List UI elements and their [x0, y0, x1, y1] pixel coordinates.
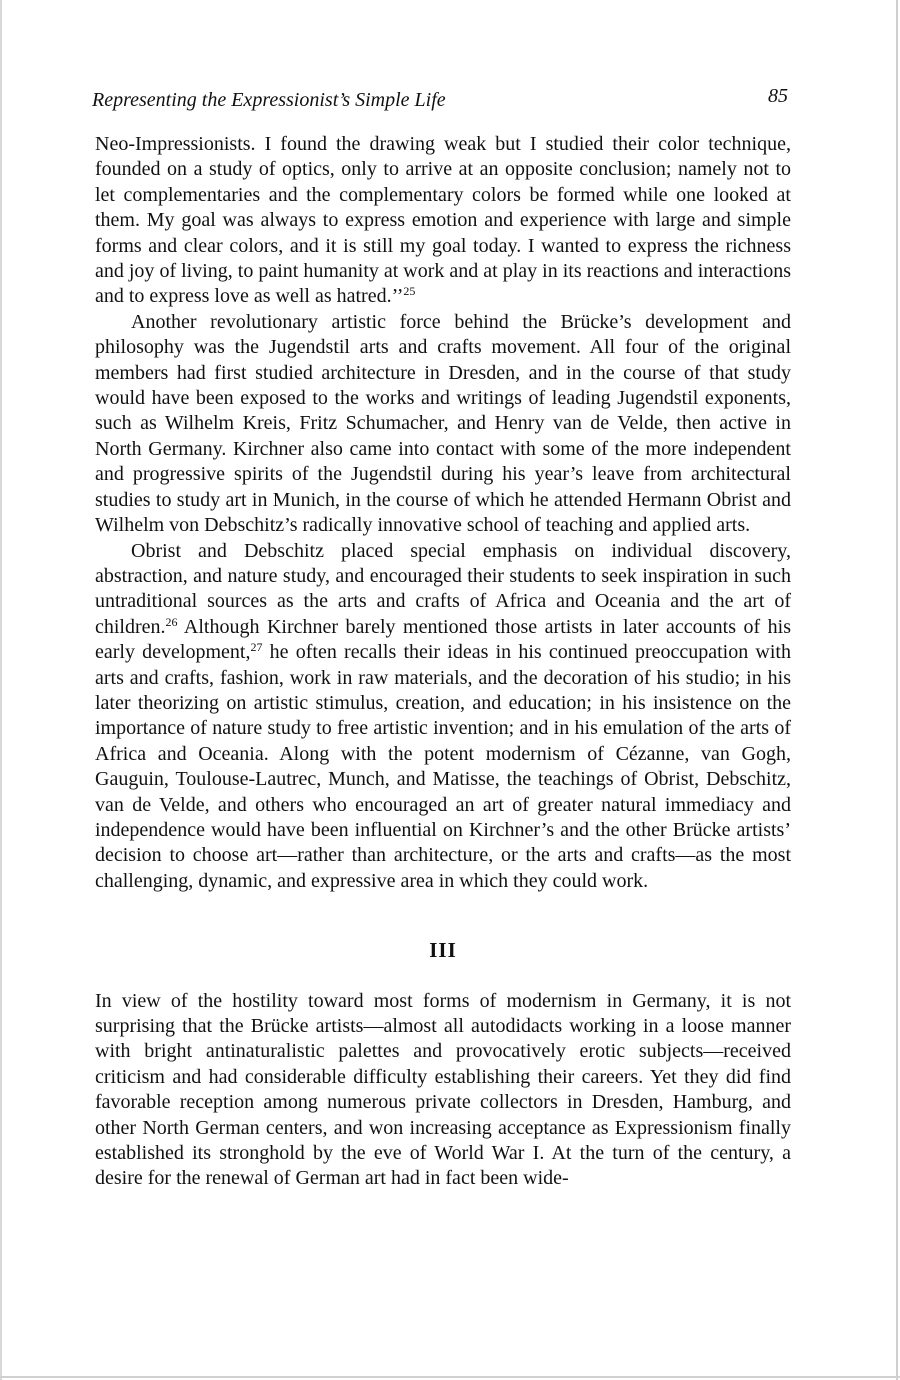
- section-heading: III: [429, 938, 457, 963]
- paragraph-text: he often recalls their ideas in his continued preoccupation with arts and crafts, fashion, work in raw materials, and the decoration of his studio; in his later theorizing on artistic stimulus, creation, and education; in his insistence on the importance of nature study to free artistic invention; and in his emulation of the arts of Africa and Oceania. Along with the potent modernism of Cézanne, van Gogh, Gauguin, Toulouse-Lautrec, Munch, and Matisse, the teachings of Obrist, Debschitz, van de Velde, and others who encouraged an art of greater natural immediacy and independence would have been influential on Kirchner’s and the other Brücke artists’ decision to choose art—rather than architecture, or the arts and crafts—as the most challenging, dynamic, and expressive area in which they could work.: [95, 641, 791, 892]
- paragraph-text: Another revolutionary artistic force behind the Brücke’s development and philosophy was the Jugendstil arts and crafts movement. All four of the original members had first studied architecture in Dresden, and in the course of that study would have been exposed to the works and writings of leading Jugendstil exponents, such as Wilhelm Kreis, Fritz Schumacher, and Henry van de Velde, then active in North Germany. Kirchner also came into contact with some of the more independent and progressive spirits of the Jugendstil during his year’s leave from architectural studies to study art in Munich, in the course of which he attended Hermann Obrist and Wilhelm von Debschitz’s radically innovative school of teaching and applied arts.: [95, 310, 791, 537]
- running-title: Representing the Expressionist’s Simple Life: [92, 89, 446, 111]
- running-header: [92, 85, 788, 115]
- body-text: [95, 132, 791, 1192]
- footnote-ref-26: 26: [165, 614, 178, 629]
- paragraph-text: Neo-Impressionists. I found the drawing weak but I studied their color technique, founded on a study of optics, only to arrive at an opposite conclusion; namely not to let complementaries and the complementary colors be formed while one looked at them. My goal was always to express emotion and experience with large and simple forms and clear colors, and it is still my goal today. I wanted to express the richness and joy of living, to paint humanity at work and at play in its reactions and interactions and to express love as well as hatred.’’: [95, 133, 791, 308]
- footnote-ref-25: 25: [403, 284, 416, 299]
- paragraph-2: [95, 310, 791, 539]
- paragraph-3: [95, 539, 791, 895]
- page-edge-left: [0, 0, 2, 1380]
- paragraph-1: [95, 132, 791, 310]
- page-edge-bottom: [0, 1376, 900, 1378]
- footnote-ref-27: 27: [250, 640, 263, 655]
- paragraph-4: In view of the hostility toward most forms of modernism in Germany, it is not surprising that the Brücke artists—almost all autodidacts working in a loose manner with bright antinaturalistic palettes and provocatively erotic subjects—received criticism and had considerable difficulty establishing their careers. Yet they did find favorable reception among numerous private collectors in Dresden, Hamburg, and other North German centers, and won increasing acceptance as Expressionism finally established its stronghold by the eve of World War I. At the turn of the century, a desire for the renewal of German art had in fact been wide-: [95, 989, 791, 1190]
- paragraph-text: Obrist and Debschitz placed special emphasis on individual discovery, abstraction, and nature study, and encouraged their students to seek inspiration in such untraditional sources as the arts and crafts of Africa and Oceania and the art of children.: [95, 539, 791, 638]
- page-number: 85: [768, 85, 788, 107]
- page-edge-right: [896, 0, 898, 1380]
- paragraph-text: Although Kirchner barely mentioned those artists in later accounts of his early development,: [95, 615, 791, 664]
